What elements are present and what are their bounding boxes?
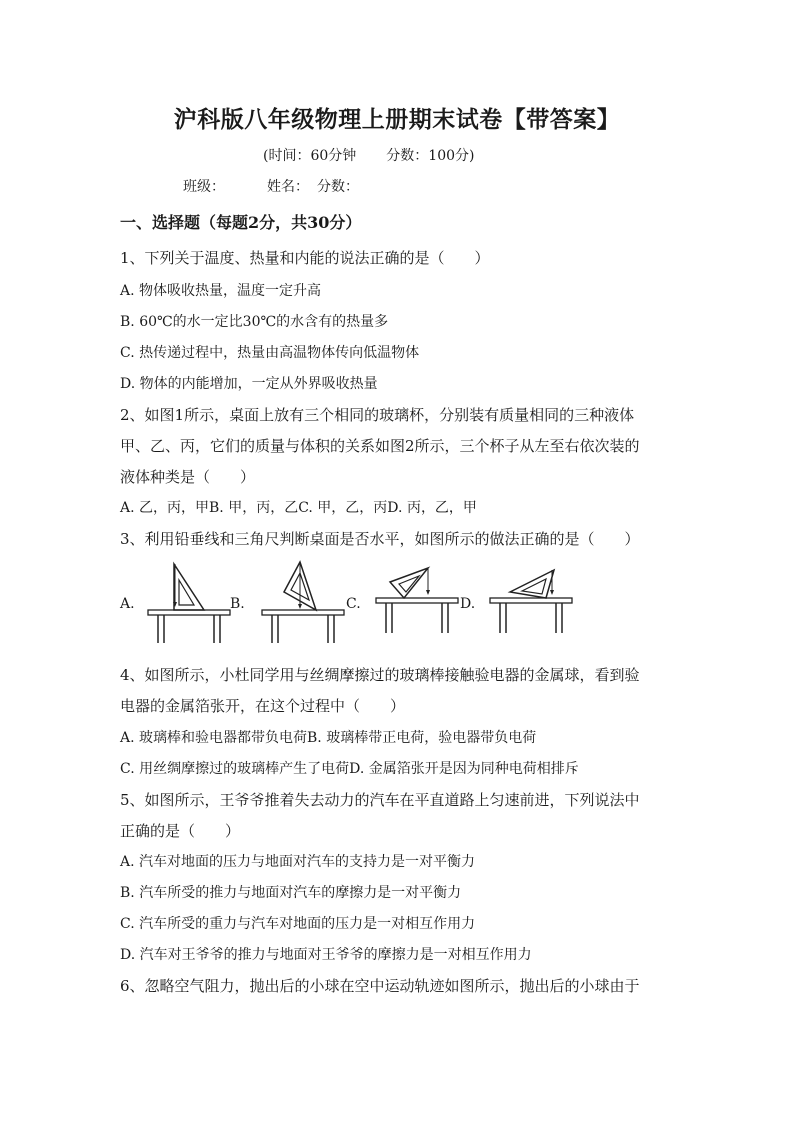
- q2-stem-line2: 甲、乙、丙，它们的质量与体积的关系如图2所示，三个杯子从左至右依次装的: [120, 437, 640, 455]
- total-score: 分数：100分): [386, 148, 475, 164]
- q2-stem-line3: 液体种类是（ ）: [120, 468, 256, 486]
- q5-option-c: C. 汽车所受的重力与汽车对地面的压力是一对相互作用力: [120, 916, 476, 932]
- class-label: 班级：: [183, 179, 225, 195]
- q1-option-c: C. 热传递过程中，热量由高温物体传向低温物体: [120, 345, 420, 361]
- q2-stem-line1: 2、如图1所示，桌面上放有三个相同的玻璃杯，分别装有质量相同的三种液体: [120, 406, 635, 424]
- q1-option-d: D. 物体的内能增加，一定从外界吸收热量: [120, 376, 378, 392]
- q4-options-ab: A. 玻璃棒和验电器都带负电荷B. 玻璃棒带正电荷，验电器带负电荷: [120, 730, 537, 746]
- section-heading: 一、选择题（每题2分，共30分）: [120, 213, 362, 232]
- q3-label-b: B.: [230, 596, 245, 612]
- q3-figure-row: [120, 558, 590, 648]
- q3-figure-b: [258, 558, 348, 648]
- q3-stem: 3、利用铅垂线和三角尺判断桌面是否水平，如图所示的做法正确的是（ ）: [120, 530, 640, 548]
- q5-stem-line2: 正确的是（ ）: [120, 822, 241, 840]
- page-title: 沪科版八年级物理上册期末试卷【带答案】: [173, 106, 621, 133]
- q1-option-b: B. 60℃的水一定比30℃的水含有的热量多: [120, 314, 389, 330]
- q1-option-a: A. 物体吸收热量，温度一定升高: [120, 283, 322, 299]
- student-info: [183, 176, 359, 196]
- q4-stem-line1: 4、如图所示，小杜同学用与丝绸摩擦过的玻璃棒接触验电器的金属球，看到验: [120, 666, 640, 684]
- exam-meta: [263, 145, 474, 165]
- q5-option-b: B. 汽车所受的推力与地面对汽车的摩擦力是一对平衡力: [120, 885, 462, 901]
- q5-option-d: D. 汽车对王爷爷的推力与地面对王爷爷的摩擦力是一对相互作用力: [120, 947, 532, 963]
- q3-label-a: A.: [120, 596, 135, 612]
- q5-option-a: A. 汽车对地面的压力与地面对汽车的支持力是一对平衡力: [120, 854, 476, 870]
- q6-stem-line1: 6、忽略空气阻力，抛出后的小球在空中运动轨迹如图所示，抛出后的小球由于: [120, 977, 640, 995]
- q3-label-d: D.: [460, 596, 476, 612]
- q5-stem-line1: 5、如图所示，王爷爷推着失去动力的汽车在平直道路上匀速前进，下列说法中: [120, 791, 640, 809]
- name-label: 姓名：: [267, 179, 309, 195]
- q2-options: A. 乙，丙，甲B. 甲，丙，乙C. 甲，乙，丙D. 丙，乙，甲: [120, 500, 477, 516]
- q3-figure-c: [372, 558, 462, 648]
- q1-stem: 1、下列关于温度、热量和内能的说法正确的是（ ）: [120, 249, 490, 267]
- q3-label-c: C.: [346, 596, 361, 612]
- q3-figure-a: [144, 558, 234, 648]
- score-label: 分数：: [317, 179, 359, 195]
- time-limit: (时间：60分钟: [263, 148, 357, 164]
- q4-options-cd: C. 用丝绸摩擦过的玻璃棒产生了电荷D. 金属箔张开是因为同种电荷相排斥: [120, 761, 579, 777]
- q4-stem-line2: 电器的金属箔张开，在这个过程中（ ）: [120, 697, 406, 715]
- q3-figure-d: [486, 558, 576, 648]
